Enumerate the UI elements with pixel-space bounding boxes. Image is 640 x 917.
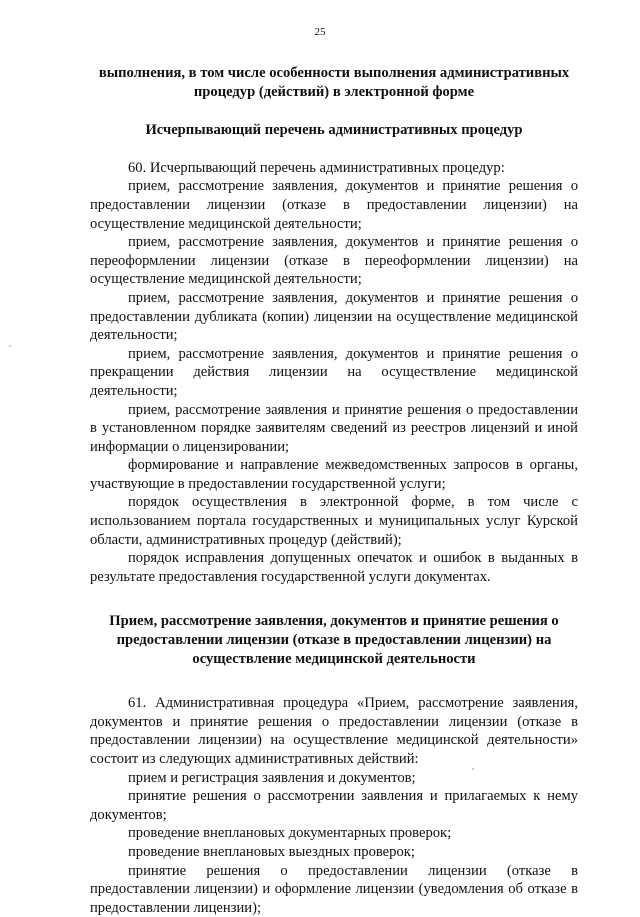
section-1-body: [90, 159, 578, 587]
paragraph: прием и регистрация заявления и документов;: [128, 769, 416, 786]
paragraph: прием, рассмотрение заявления и принятие решения о предоставлении в установленном порядке заявителям сведений из реестров лицензий и иной информации о лицензировании;: [90, 401, 578, 455]
scan-speck: [472, 768, 474, 770]
paragraph: 60. Исчерпывающий перечень административных процедур:: [128, 159, 505, 176]
heading-continuation: выполнения, в том числе особенности выполнения административных процедур (действий) в электронной форме: [98, 65, 570, 100]
section-1-title: Исчерпывающий перечень административных процедур: [145, 122, 523, 139]
paragraph: прием, рассмотрение заявления, документов и принятие решения о предоставлении лицензии (отказе в предоставлении лицензии) на осуществление медицинской деятельности;: [90, 178, 578, 232]
scan-speck: [9, 345, 11, 347]
paragraph: прием, рассмотрение заявления, документов и принятие решения о прекращении действия лицензии на осуществление медицинской деятельности;: [90, 345, 578, 399]
paragraph: 61. Административная процедура «Прием, рассмотрение заявления, документов и принятие решения о предоставлении лицензии (отказе в предоставлении лицензии) на осуществление медицинской деятельности» состоит из следующих административных действий:: [90, 695, 578, 767]
paragraph: принятие решения о рассмотрении заявления и прилагаемых к нему документов;: [90, 788, 578, 823]
paragraph: порядок осуществления в электронной форме, в том числе с использованием портала государственных и муниципальных услуг Курской области, административных процедур (действий);: [90, 494, 578, 548]
paragraph: проведение внеплановых документарных проверок;: [128, 825, 452, 842]
section-2-title: Прием, рассмотрение заявления, документов и принятие решения о предоставлении лицензии (отказе в предоставлении лицензии) на осуществление медицинской деятельности: [109, 613, 559, 667]
paragraph: порядок исправления допущенных опечаток и ошибок в выданных в результате предоставления государственной услуги документах.: [90, 550, 578, 585]
page-number: 25: [314, 26, 326, 38]
paragraph: принятие решения о предоставлении лицензии (отказе в предоставлении лицензии) и оформление лицензии (уведомления об отказе в предоставлении лицензии);: [90, 862, 578, 916]
paragraph: проведение внеплановых выездных проверок;: [128, 843, 415, 860]
section-2-body: [90, 694, 578, 917]
paragraph: прием, рассмотрение заявления, документов и принятие решения о предоставлении дубликата (копии) лицензии на осуществление медицинской деятельности;: [90, 289, 578, 344]
document-body: [90, 62, 578, 917]
paragraph: формирование и направление межведомственных запросов в органы, участвующие в предоставлении государственной услуги;: [90, 457, 578, 492]
paragraph: прием, рассмотрение заявления, документов и принятие решения о переоформлении лицензии (отказе в переоформлении лицензии) на осуществление медицинской деятельности;: [90, 234, 578, 288]
